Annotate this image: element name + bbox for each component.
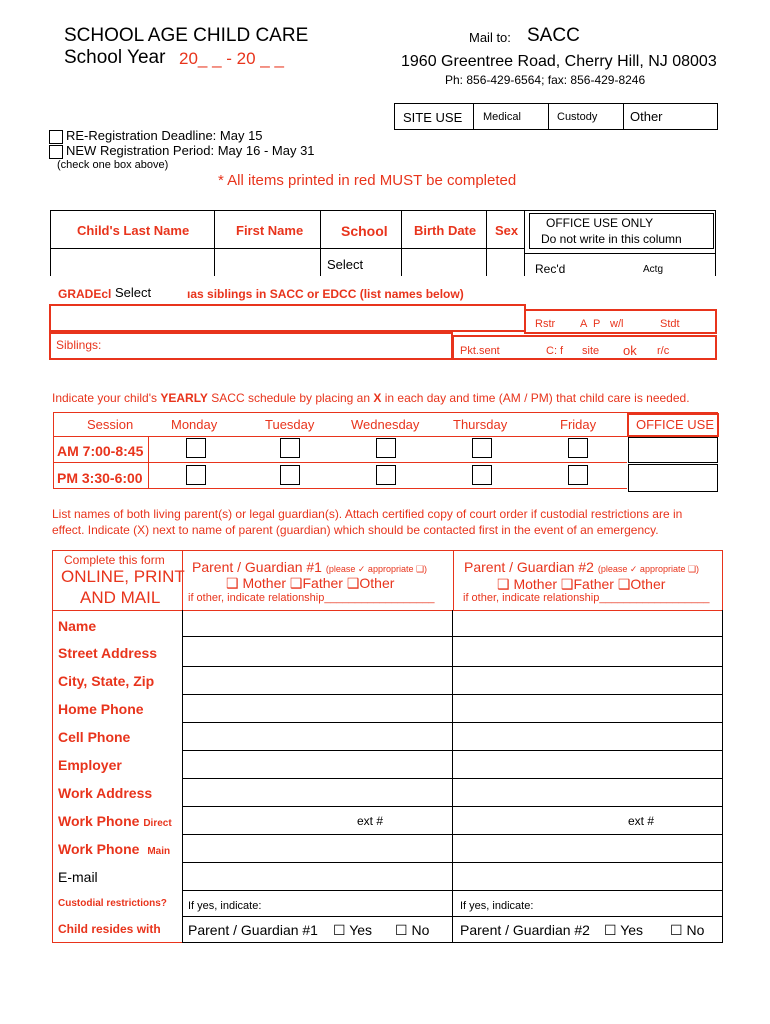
row-custodial-restrictions: Custodial restrictions?	[58, 898, 167, 909]
siblings-label: Siblings:	[56, 338, 102, 352]
and-mail-label: AND MAIL	[80, 588, 161, 607]
p-label: P	[593, 318, 601, 330]
school-year-label: School Year	[64, 47, 166, 68]
actg-label: Actg	[643, 264, 664, 275]
am-friday-checkbox[interactable]	[568, 438, 588, 458]
grade-select[interactable]: Select	[115, 285, 152, 300]
guardian2-relationship-options[interactable]: ❑ Mother ❑Father ❑Other	[497, 576, 666, 592]
site-use-label: SITE USE	[403, 110, 463, 125]
new-registration-label: NEW Registration Period: May 16 - May 31	[66, 143, 315, 158]
schedule-instruction: Indicate your child's YEARLY SACC schedule by placing an X in each day and time (AM / PM) that child care is needed.	[52, 391, 690, 405]
ok-label: ok	[623, 343, 637, 358]
school-select[interactable]: Select	[327, 257, 364, 272]
rstr-label: Rstr	[535, 318, 556, 330]
day-friday: Friday	[560, 417, 597, 432]
col-school: School	[341, 223, 388, 239]
col-sex: Sex	[495, 223, 519, 238]
re-registration-checkbox[interactable]	[49, 130, 63, 144]
day-monday: Monday	[171, 417, 218, 432]
online-print-label: ONLINE, PRINT	[61, 567, 185, 586]
row-street-address: Street Address	[58, 645, 158, 661]
wl-label: w/l	[610, 318, 624, 330]
pm-friday-checkbox[interactable]	[568, 465, 588, 485]
day-thursday: Thursday	[453, 417, 508, 432]
am-session-label: AM 7:00-8:45	[57, 443, 144, 459]
row-employer: Employer	[58, 757, 122, 773]
row-cell-phone: Cell Phone	[58, 729, 131, 745]
resides-guardian1-yes[interactable]: ☐ Yes	[333, 922, 373, 938]
row-work-address: Work Address	[58, 785, 153, 801]
row-child-resides-with: Child resides with	[58, 922, 161, 936]
site-use-other: Other	[630, 109, 663, 124]
check-one-note: (check one box above)	[57, 159, 169, 171]
site-use-custody: Custody	[557, 111, 598, 123]
am-wednesday-checkbox[interactable]	[376, 438, 396, 458]
office-use-pm-box	[628, 464, 718, 492]
office-use-line1: OFFICE USE ONLY	[546, 216, 654, 230]
office-use-schedule-label: OFFICE USE	[636, 417, 715, 432]
mailing-address: 1960 Greentree Road, Cherry Hill, NJ 08003	[401, 53, 717, 70]
siblings-header: ıas siblings in SACC or EDCC (list names below)	[187, 287, 464, 301]
parents-note-line2: effect. Indicate (X) next to name of parent (guardian) which should be contacted first in the event of an emergency.	[52, 523, 659, 537]
siblings-field[interactable]	[49, 332, 453, 360]
mail-to-label: Mail to:	[469, 30, 511, 45]
guardian1-relationship-options[interactable]: ❑ Mother ❑Father ❑Other	[226, 575, 395, 591]
guardian1-if-yes[interactable]: If yes, indicate:	[188, 900, 262, 912]
col-child-last-name: Child's Last Name	[77, 223, 190, 238]
mail-to-name: SACC	[527, 25, 580, 46]
resides-guardian2-yes[interactable]: ☐ Yes	[604, 922, 644, 938]
guardian2-if-yes[interactable]: If yes, indicate:	[460, 900, 534, 912]
pkt-sent-label: Pkt.sent	[460, 345, 500, 357]
day-wednesday: Wednesday	[351, 417, 420, 432]
rc-label: r/c	[657, 345, 670, 357]
row-city-state-zip: City, State, Zip	[58, 673, 155, 689]
guardian1-if-other: if other, indicate relationship__________________	[188, 592, 435, 604]
parents-note-line1: List names of both living parent(s) or legal guardian(s). Attach certified copy of court order if custodial restrictions are in	[52, 507, 683, 521]
row-work-phone-direct: Work Phone Direct	[58, 813, 172, 829]
grade-label: GRADEcl	[58, 287, 112, 301]
pm-session-label: PM 3:30-6:00	[57, 470, 143, 486]
guardian1-header: Parent / Guardian #1 (please ✓ appropriate ❑)	[192, 559, 428, 575]
guardian2-ext[interactable]: ext #	[628, 814, 655, 828]
recd-label: Rec'd	[535, 262, 566, 276]
new-registration-checkbox[interactable]	[49, 145, 63, 159]
school-year-value[interactable]: 20_ _ - 20 _ _	[179, 49, 284, 68]
row-home-phone: Home Phone	[58, 701, 144, 717]
col-birth-date: Birth Date	[414, 223, 477, 238]
re-registration-label: RE-Registration Deadline: May 15	[66, 128, 263, 143]
required-note: * All items printed in red MUST be completed	[218, 172, 517, 189]
am-tuesday-checkbox[interactable]	[280, 438, 300, 458]
guardian2-if-other: if other, indicate relationship__________________	[463, 592, 710, 604]
guardian2-header: Parent / Guardian #2 (please ✓ appropriate ❑)	[464, 559, 700, 575]
site-label: site	[582, 345, 600, 357]
complete-form-label: Complete this form	[64, 553, 165, 567]
office-use-am-box	[628, 437, 718, 463]
guardian1-ext[interactable]: ext #	[357, 814, 384, 828]
site-use-medical: Medical	[483, 111, 521, 123]
form-title: SCHOOL AGE CHILD CARE	[64, 25, 309, 46]
row-work-phone-main: Work Phone Main	[58, 841, 171, 857]
session-header: Session	[87, 417, 134, 432]
phone-fax: Ph: 856-429-6564; fax: 856-429-8246	[445, 73, 646, 87]
resides-guardian1-label: Parent / Guardian #1	[188, 922, 318, 938]
a-label: A	[580, 318, 588, 330]
office-use-line2: Do not write in this column	[541, 232, 682, 246]
stdt-label: Stdt	[660, 318, 680, 330]
am-thursday-checkbox[interactable]	[472, 438, 492, 458]
resides-guardian2-label: Parent / Guardian #2	[460, 922, 590, 938]
resides-guardian2-no[interactable]: ☐ No	[670, 922, 705, 938]
row-name: Name	[58, 618, 97, 634]
col-first-name: First Name	[236, 223, 304, 238]
pm-wednesday-checkbox[interactable]	[376, 465, 396, 485]
cf-label: C: f	[546, 345, 564, 357]
am-monday-checkbox[interactable]	[186, 438, 206, 458]
siblings-names-field[interactable]	[49, 304, 526, 332]
day-tuesday: Tuesday	[265, 417, 315, 432]
row-email: E-mail	[58, 869, 98, 885]
pm-thursday-checkbox[interactable]	[472, 465, 492, 485]
pm-monday-checkbox[interactable]	[186, 465, 206, 485]
resides-guardian1-no[interactable]: ☐ No	[395, 922, 430, 938]
pm-tuesday-checkbox[interactable]	[280, 465, 300, 485]
